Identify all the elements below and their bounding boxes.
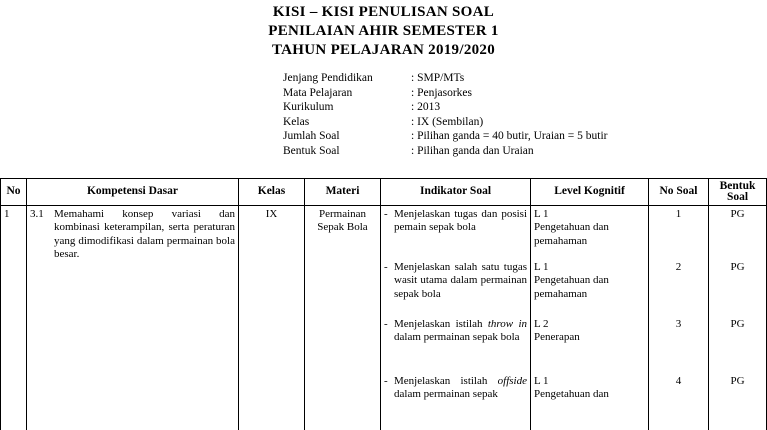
table-header-row (1, 179, 767, 206)
col-header-bentuk-line1: Bentuk (712, 181, 763, 192)
list-item (384, 259, 527, 316)
list-item (384, 373, 527, 430)
info-row-mapel (283, 86, 607, 101)
col-header-kelas: Kelas (239, 179, 305, 206)
level-code: L 1 (534, 261, 645, 274)
bullet-dash: - (384, 375, 394, 402)
info-label: Mata Pelajaran (283, 86, 409, 101)
level-desc: Pengetahuan dan pemahaman (534, 221, 645, 248)
col-header-materi: Materi (305, 179, 381, 206)
info-value: : Penjasorkes (409, 86, 472, 101)
indikator-text-pre: Menjelaskan istilah (394, 375, 498, 387)
info-row-kurikulum (283, 100, 607, 115)
list-item (534, 259, 645, 316)
level-desc: Pengetahuan dan (534, 388, 645, 401)
row-nosoal (649, 206, 709, 430)
doc-title-line-1: KISI – KISI PENULISAN SOAL (0, 3, 767, 21)
nosoal-value: 4 (652, 373, 705, 430)
kd-number: 3.1 (30, 208, 54, 262)
list-item (384, 206, 527, 259)
row-kompetensi-dasar (27, 206, 239, 430)
info-label: Bentuk Soal (283, 144, 409, 159)
list-item (534, 373, 645, 430)
bentuk-value: PG (712, 316, 763, 373)
level-code: L 2 (534, 318, 645, 331)
doc-title-line-2: PENILAIAN AHIR SEMESTER 1 (0, 22, 767, 40)
nosoal-value: 2 (652, 259, 705, 316)
doc-title-line-3: TAHUN PELAJARAN 2019/2020 (0, 41, 767, 59)
row-indikator (381, 206, 531, 430)
list-item (534, 316, 645, 373)
bullet-dash: - (384, 261, 394, 301)
info-row-bentuk (283, 144, 607, 159)
table-row (1, 206, 767, 430)
row-kelas: IX (239, 206, 305, 430)
col-header-indikator: Indikator Soal (381, 179, 531, 206)
bullet-dash: - (384, 208, 394, 235)
row-materi: Permainan Sepak Bola (305, 206, 381, 430)
bentuk-value: PG (712, 259, 763, 316)
info-row-jumlah (283, 129, 607, 144)
info-row-jenjang (283, 71, 607, 86)
bentuk-value: PG (712, 206, 763, 259)
row-level (531, 206, 649, 430)
indikator-text: Menjelaskan salah satu tugas wasit utama dalam permainan sepak bola (394, 261, 527, 301)
level-desc: Pengetahuan dan pemahaman (534, 274, 645, 301)
info-value: : IX (Sembilan) (409, 115, 483, 130)
indikator-text (394, 375, 527, 402)
info-value: : SMP/MTs (409, 71, 464, 86)
indikator-text-post: dalam permainan sepak bola (394, 331, 520, 343)
indikator-text-post: dalam permainan sepak (394, 388, 498, 400)
col-header-kd: Kompetensi Dasar (27, 179, 239, 206)
level-code: L 1 (534, 208, 645, 221)
level-desc: Penerapan (534, 331, 645, 344)
indikator-text: Menjelaskan tugas dan posisi pemain sepak bola (394, 208, 527, 235)
nosoal-value: 1 (652, 206, 705, 259)
info-row-kelas (283, 115, 607, 130)
info-label: Kelas (283, 115, 409, 130)
row-bentuk (709, 206, 767, 430)
info-value: : Pilihan ganda dan Uraian (409, 144, 534, 159)
row-no: 1 (1, 206, 27, 430)
col-header-nosoal: No Soal (649, 179, 709, 206)
col-header-bentuk-line2: Soal (712, 192, 763, 203)
col-header-no: No (1, 179, 27, 206)
level-code: L 1 (534, 375, 645, 388)
col-header-bentuk (709, 179, 767, 206)
indikator-term: offside (498, 375, 527, 387)
info-value: : Pilihan ganda = 40 butir, Uraian = 5 butir (409, 129, 607, 144)
nosoal-value: 3 (652, 316, 705, 373)
indikator-text (394, 318, 527, 345)
bentuk-value: PG (712, 373, 763, 430)
info-label: Jenjang Pendidikan (283, 71, 409, 86)
info-label: Kurikulum (283, 100, 409, 115)
info-value: : 2013 (409, 100, 440, 115)
kisi-table (0, 178, 767, 430)
info-label: Jumlah Soal (283, 129, 409, 144)
bullet-dash: - (384, 318, 394, 345)
list-item (384, 316, 527, 373)
indikator-term: throw in (488, 318, 527, 330)
document-info (283, 71, 607, 159)
kd-text: Memahami konsep variasi dan kombinasi keterampilan, serta peraturan yang dimodifikasi dalam permainan bola besar. (54, 208, 235, 262)
list-item (534, 206, 645, 259)
col-header-level: Level Kognitif (531, 179, 649, 206)
indikator-text-pre: Menjelaskan istilah (394, 318, 488, 330)
